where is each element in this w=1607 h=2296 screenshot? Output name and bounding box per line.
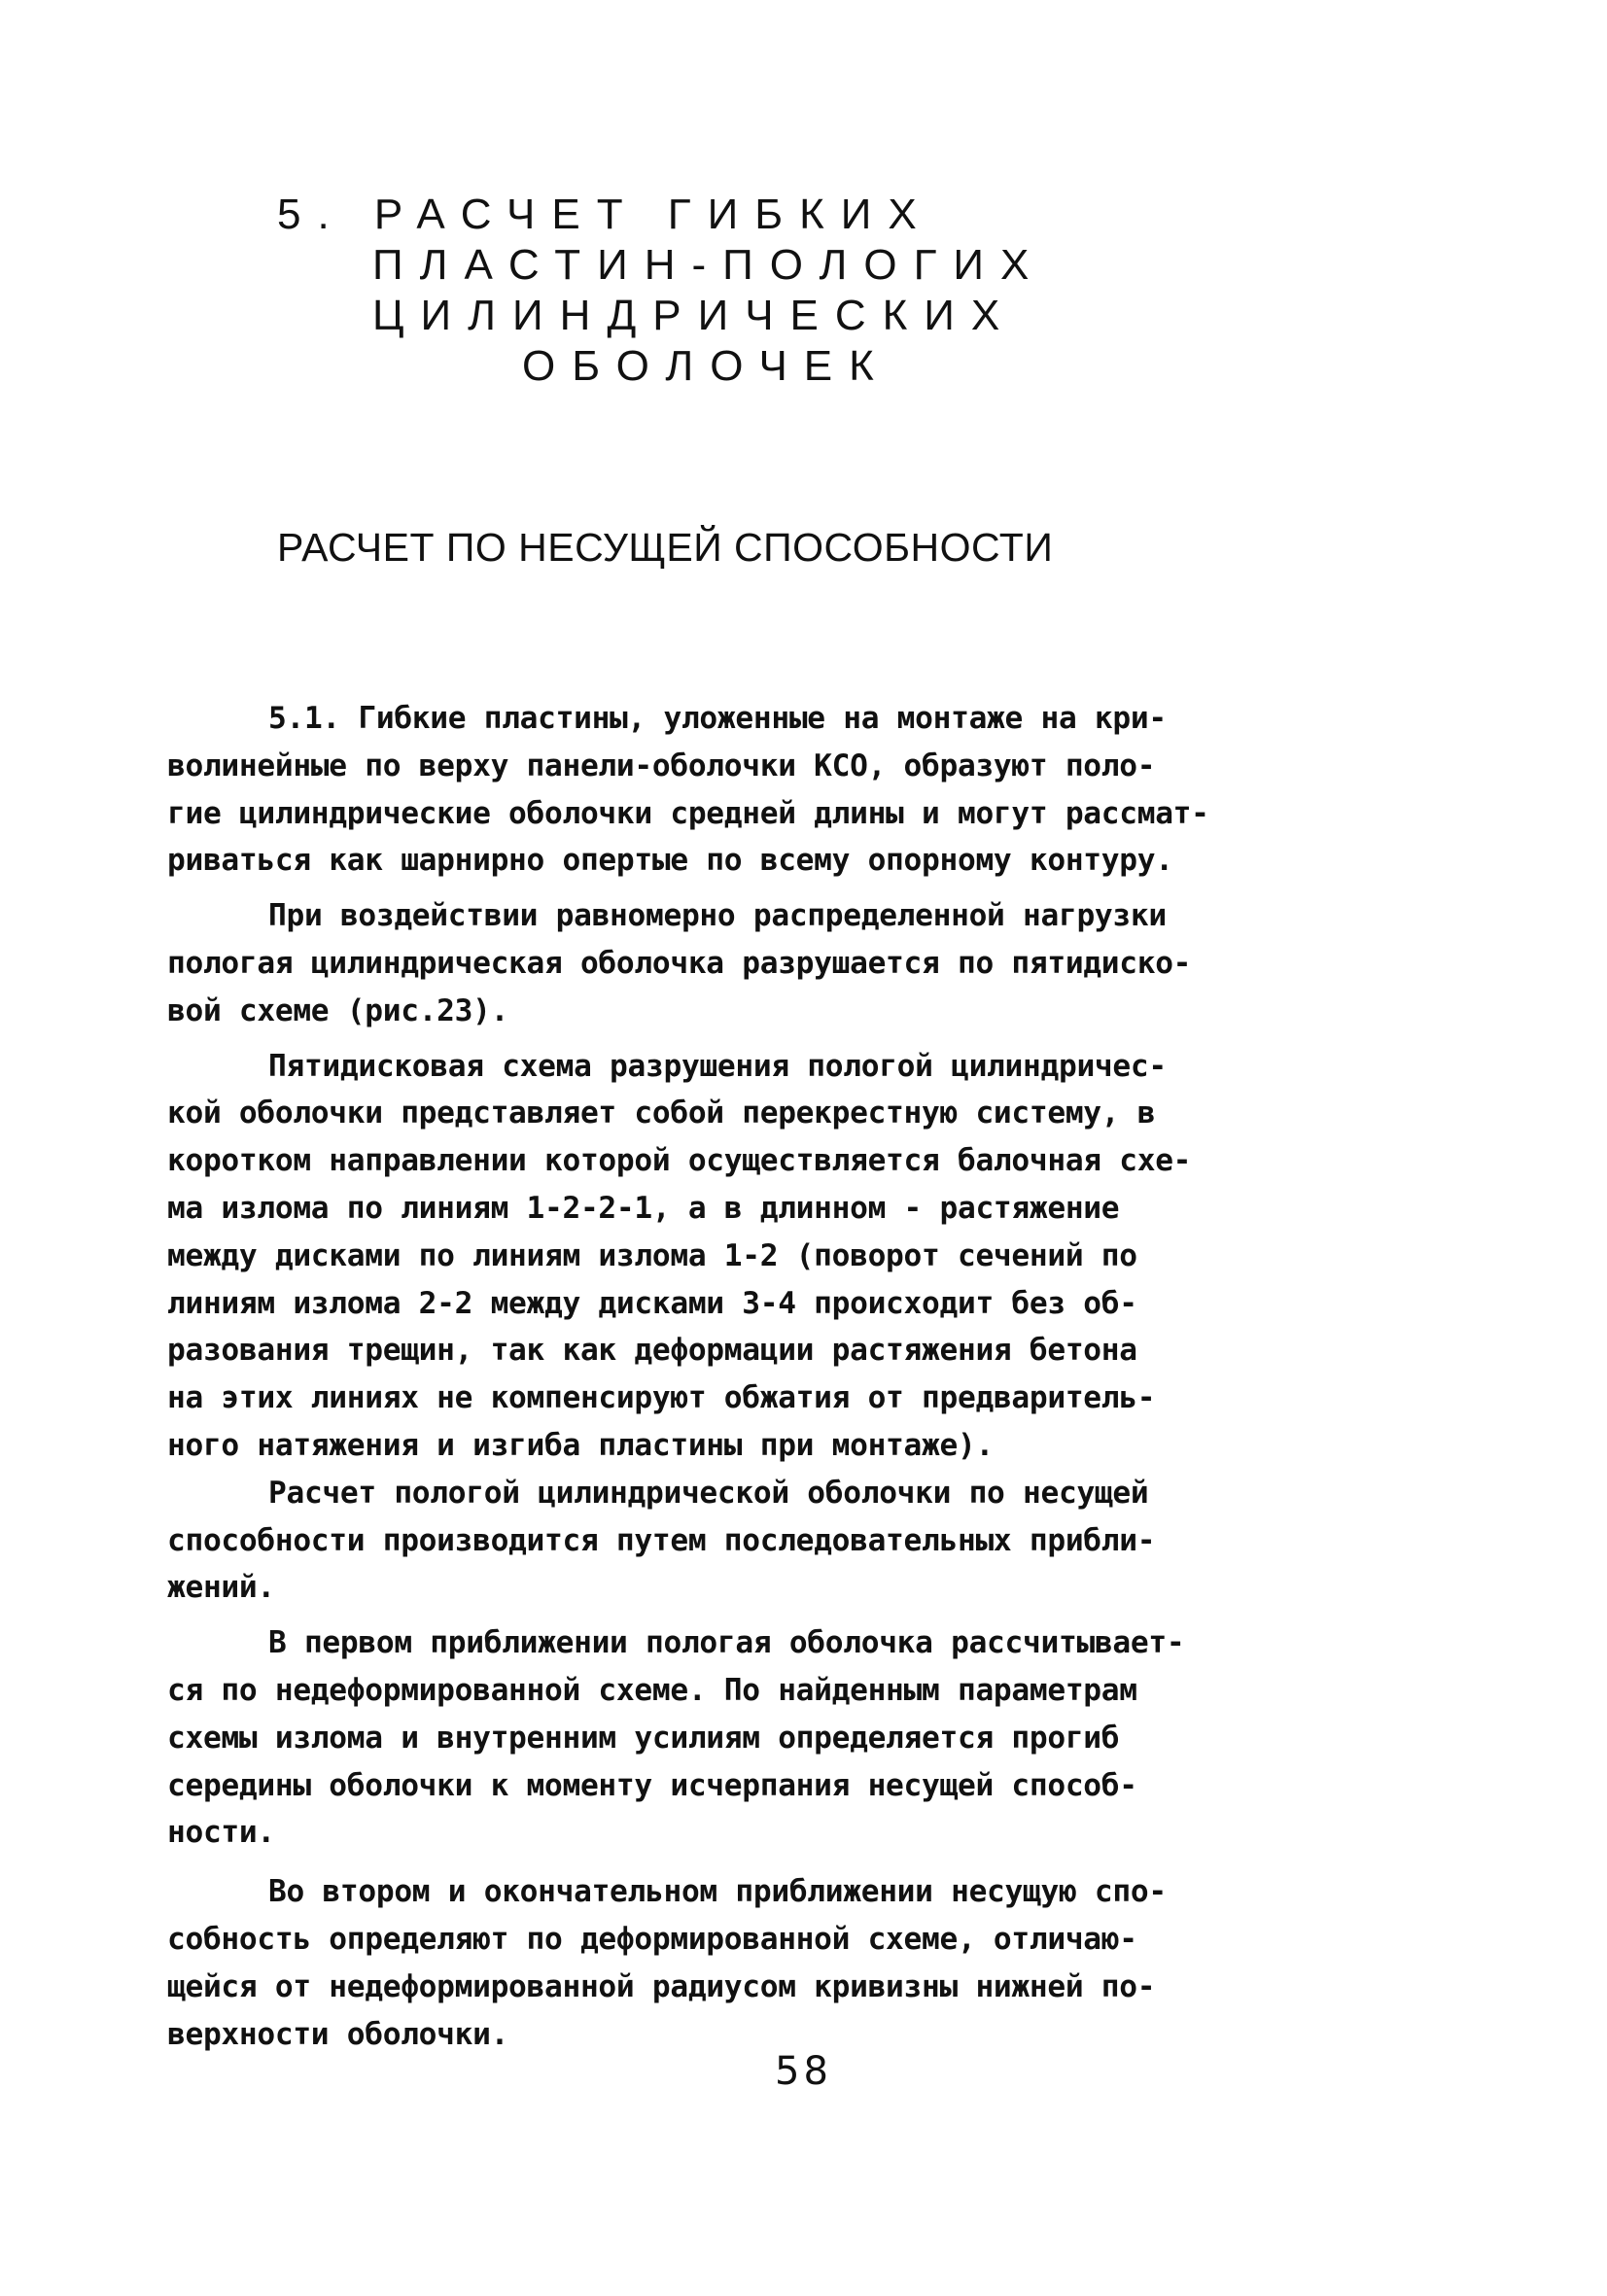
chapter-title-line-2: ПЛАСТИН-ПОЛОГИХ: [372, 241, 1046, 289]
page-number: 58: [775, 2049, 832, 2094]
text-line: волинейные по верху панели-оболочки КСО, образуют поло-: [167, 748, 1156, 783]
text-line: В первом приближении пологая оболочка рассчитывает-: [268, 1625, 1185, 1661]
text-line: на этих линиях не компенсируют обжатия от предваритель-: [167, 1380, 1156, 1416]
text-line: ности.: [167, 1815, 275, 1851]
text-line: линиям излома 2-2 между дисками 3-4 происходит без об-: [167, 1285, 1137, 1321]
paragraph-5-1: [167, 695, 1460, 885]
text-line: ма излома по линиям 1-2-2-1, а в длинном - растяжение: [167, 1190, 1120, 1226]
text-line: собность определяют по деформированной схеме, отличаю-: [167, 1921, 1137, 1957]
section-heading: РАСЧЕТ ПО НЕСУЩЕЙ СПОСОБНОСТИ: [277, 525, 1054, 570]
text-line: ся по недеформированной схеме. По найденным параметрам: [167, 1672, 1137, 1708]
text-line: гие цилиндрические оболочки средней длины и могут рассмат-: [167, 795, 1209, 831]
text-line: вой схеме (рис.23).: [167, 992, 509, 1028]
text-line: кой оболочки представляет собой перекрестную систему, в: [167, 1096, 1156, 1131]
text-line: пологая цилиндрическая оболочка разрушается по пятидиско-: [167, 945, 1192, 981]
text-line: жений.: [167, 1570, 275, 1606]
text-line: между дисками по линиям излома 1-2 (поворот сечений по: [167, 1237, 1137, 1273]
paragraph: [167, 1470, 1460, 1612]
text-line: способности производится путем последовательных прибли-: [167, 1522, 1156, 1558]
text-line: 5.1. Гибкие пластины, уложенные на монтаже на кри-: [268, 701, 1167, 736]
text-line: При воздействии равномерно распределенной нагрузки: [268, 898, 1167, 934]
chapter-title-line-3: ЦИЛИНДРИЧЕСКИХ: [372, 292, 1017, 339]
body-text: [167, 695, 1460, 2058]
text-line: риваться как шарнирно опертые по всему опорному контуру.: [167, 843, 1173, 879]
text-line: коротком направлении которой осуществляется балочная схе-: [167, 1143, 1192, 1179]
text-line: верхности оболочки.: [167, 2016, 509, 2052]
chapter-title-line-1: 5. РАСЧЕТ ГИБКИХ: [277, 191, 933, 238]
paragraph: [167, 1043, 1460, 1470]
text-line: Пятидисковая схема разрушения пологой цилиндричес-: [268, 1048, 1167, 1084]
text-line: Во втором и окончательном приближении несущую спо-: [268, 1874, 1167, 1910]
chapter-title: [277, 190, 1152, 392]
paragraph: [167, 1619, 1460, 1857]
paragraph: [167, 1868, 1460, 2058]
paragraph: [167, 892, 1460, 1034]
text-line: схемы излома и внутренним усилиям определяется прогиб: [167, 1720, 1120, 1756]
text-line: Расчет пологой цилиндрической оболочки по несущей: [268, 1475, 1149, 1511]
text-line: щейся от недеформированной радиусом кривизны нижней по-: [167, 1968, 1156, 2004]
text-line: середины оболочки к моменту исчерпания несущей способ-: [167, 1767, 1137, 1803]
text-line: разования трещин, так как деформации растяжения бетона: [167, 1333, 1137, 1369]
text-line: ного натяжения и изгиба пластины при монтаже).: [167, 1427, 994, 1463]
chapter-title-line-4: ОБОЛОЧЕК: [522, 342, 891, 390]
